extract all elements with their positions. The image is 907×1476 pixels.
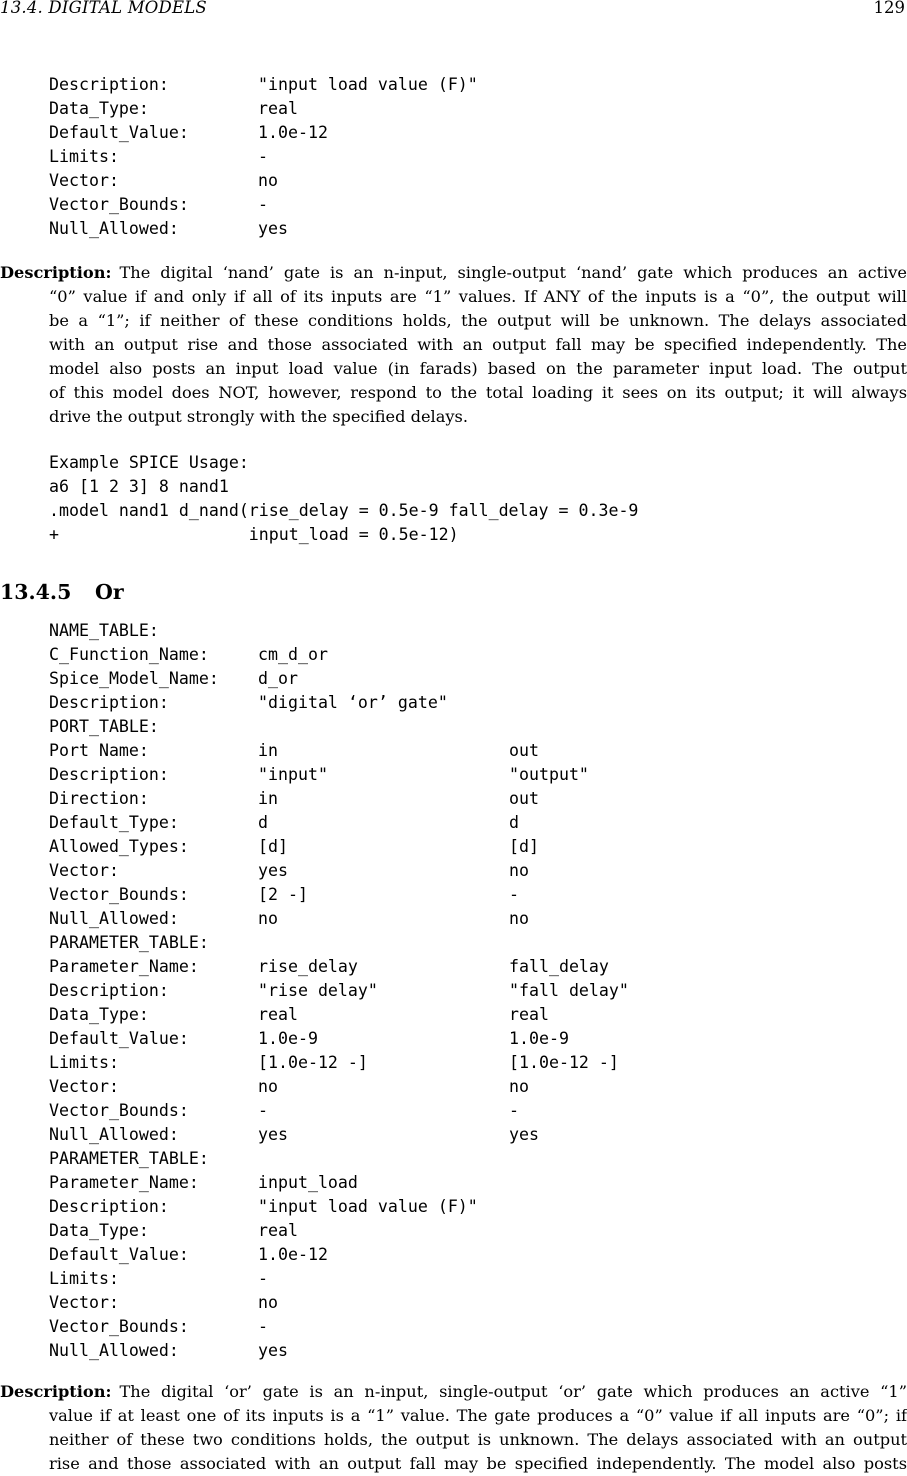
paragraph-text: rise and those associated with an output fall may be specified independently. The model also posts [49, 1454, 907, 1473]
paragraph-text: neither of these two conditions holds, the output is unknown. The delays associated with an output [49, 1430, 907, 1449]
field-name: Vector_Bounds: [49, 195, 189, 214]
field-value: real [509, 1005, 549, 1024]
field-name: Vector_Bounds: [49, 885, 189, 904]
code-text: .model nand1 d_nand(rise_delay = 0.5e-9 fall_delay = 0.3e-9 [49, 501, 639, 520]
section-heading-or [0, 578, 124, 606]
paragraph-text: The digital ‘nand’ gate is an n-input, single-output ‘nand’ gate which produces an active [119, 263, 907, 282]
field-value: [d] [509, 837, 539, 856]
paragraph-text: of this model does NOT, however, respond to the total loading it sees on its output; it will always [49, 383, 907, 402]
field-value: - [258, 147, 268, 166]
field-value: 1.0e-12 [258, 123, 328, 142]
description-label: Description: [0, 263, 112, 282]
field-name: Vector_Bounds: [49, 1317, 189, 1336]
field-value: [d] [258, 837, 288, 856]
field-name: Description: [49, 75, 169, 94]
field-value: yes [258, 1125, 288, 1144]
paragraph-line [0, 1428, 907, 1452]
field-name: Null_Allowed: [49, 1341, 179, 1360]
paragraph-line [0, 1452, 907, 1476]
field-name: Default_Value: [49, 1245, 189, 1264]
field-value: no [258, 1077, 278, 1096]
field-name: Direction: [49, 789, 149, 808]
field-value: no [509, 861, 529, 880]
field-name: Data_Type: [49, 1221, 149, 1240]
field-value: real [258, 99, 298, 118]
code-text: a6 [1 2 3] 8 nand1 [49, 477, 229, 496]
field-value: cm_d_or [258, 645, 328, 664]
field-name: Null_Allowed: [49, 219, 179, 238]
field-name: Vector: [49, 1293, 119, 1312]
code-text: Example SPICE Usage: [49, 453, 249, 472]
paragraph-line [0, 357, 907, 381]
field-name: Vector: [49, 171, 119, 190]
field-name: Allowed_Types: [49, 837, 189, 856]
paragraph-text: “0” value if and only if all of its inputs are “1” values. If ANY of the inputs is a “0”, the output will [49, 287, 907, 306]
field-value: d [509, 813, 519, 832]
paragraph-text: be a “1”; if neither of these conditions holds, the output will be unknown. The delays associated [49, 311, 907, 330]
field-name: PARAMETER_TABLE: [49, 1149, 209, 1168]
field-name: C_Function_Name: [49, 645, 209, 664]
field-value: "input" [258, 765, 328, 784]
field-value: d [258, 813, 268, 832]
field-name: Vector: [49, 861, 119, 880]
field-name: PORT_TABLE: [49, 717, 159, 736]
description-label: Description: [0, 1382, 112, 1401]
field-value: no [509, 909, 529, 928]
field-value: fall_delay [509, 957, 609, 976]
paragraph-line [0, 405, 907, 429]
field-value: - [258, 1317, 268, 1336]
field-name: Default_Value: [49, 1029, 189, 1048]
paragraph-line [0, 261, 907, 285]
field-value: 1.0e-12 [258, 1245, 328, 1264]
paragraph-text: model also posts an input load value (in farads) based on the parameter input load. The output [49, 359, 907, 378]
field-name: Parameter_Name: [49, 957, 199, 976]
field-value: "input load value (F)" [258, 75, 478, 94]
field-value: no [509, 1077, 529, 1096]
field-value: "output" [509, 765, 589, 784]
field-value: 1.0e-9 [258, 1029, 318, 1048]
field-name: Description: [49, 981, 169, 1000]
field-name: Description: [49, 1197, 169, 1216]
field-name: Null_Allowed: [49, 1125, 179, 1144]
field-name: Data_Type: [49, 99, 149, 118]
field-value: - [509, 1101, 519, 1120]
field-value: in [258, 741, 278, 760]
section-title: Or [95, 580, 124, 604]
field-value: input_load [258, 1173, 358, 1192]
paragraph-text: with an output rise and those associated with an output fall may be specified independently. The [49, 335, 907, 354]
field-value: "fall delay" [509, 981, 629, 1000]
field-name: Limits: [49, 147, 119, 166]
field-value: [1.0e-12 -] [509, 1053, 619, 1072]
paragraph-line [0, 1380, 907, 1404]
field-value: real [258, 1221, 298, 1240]
field-name: NAME_TABLE: [49, 621, 159, 640]
field-value: "input load value (F)" [258, 1197, 478, 1216]
field-value: 1.0e-9 [509, 1029, 569, 1048]
field-name: Vector_Bounds: [49, 1101, 189, 1120]
field-name: Description: [49, 693, 169, 712]
section-number: 13.4.5 [0, 580, 72, 604]
field-value: yes [258, 1341, 288, 1360]
field-value: no [258, 171, 278, 190]
field-name: Description: [49, 765, 169, 784]
field-value: "rise delay" [258, 981, 378, 1000]
field-name: PARAMETER_TABLE: [49, 933, 209, 952]
field-name: Parameter_Name: [49, 1173, 199, 1192]
field-name: Null_Allowed: [49, 909, 179, 928]
field-value: [1.0e-12 -] [258, 1053, 368, 1072]
field-name: Port Name: [49, 741, 149, 760]
field-value: yes [258, 219, 288, 238]
field-value: rise_delay [258, 957, 358, 976]
field-name: Spice_Model_Name: [49, 669, 219, 688]
field-name: Default_Value: [49, 123, 189, 142]
field-value: - [258, 1269, 268, 1288]
running-section-title: 13.4. DIGITAL MODELS [0, 0, 207, 17]
field-value: - [258, 195, 268, 214]
paragraph-text: value if at least one of its inputs is a “1” value. The gate produces a “0” value if all inputs are “0”; if [49, 1406, 907, 1425]
nand-gate-description [0, 261, 907, 429]
paragraph-text: drive the output strongly with the specified delays. [49, 407, 468, 426]
page-number: 129 [873, 0, 905, 17]
paragraph-text: The digital ‘or’ gate is an n-input, single-output ‘or’ gate which produces an active “1” [119, 1382, 907, 1401]
or-gate-description [0, 1380, 907, 1476]
field-value: yes [509, 1125, 539, 1144]
field-value: out [509, 741, 539, 760]
field-name: Limits: [49, 1053, 119, 1072]
field-value: out [509, 789, 539, 808]
paragraph-line [0, 381, 907, 405]
field-value: real [258, 1005, 298, 1024]
field-value: no [258, 909, 278, 928]
field-name: Default_Type: [49, 813, 179, 832]
field-value: "digital ‘or’ gate" [258, 693, 448, 712]
field-name: Limits: [49, 1269, 119, 1288]
paragraph-line [0, 309, 907, 333]
field-name: Data_Type: [49, 1005, 149, 1024]
field-value: [2 -] [258, 885, 308, 904]
field-value: - [509, 885, 519, 904]
code-text: + input_load = 0.5e-12) [49, 525, 459, 544]
field-value: yes [258, 861, 288, 880]
field-value: d_or [258, 669, 298, 688]
page-header [0, 0, 905, 24]
paragraph-line [0, 333, 907, 357]
field-value: in [258, 789, 278, 808]
paragraph-line [0, 1404, 907, 1428]
field-value: no [258, 1293, 278, 1312]
field-value: - [258, 1101, 268, 1120]
field-name: Vector: [49, 1077, 119, 1096]
paragraph-line [0, 285, 907, 309]
